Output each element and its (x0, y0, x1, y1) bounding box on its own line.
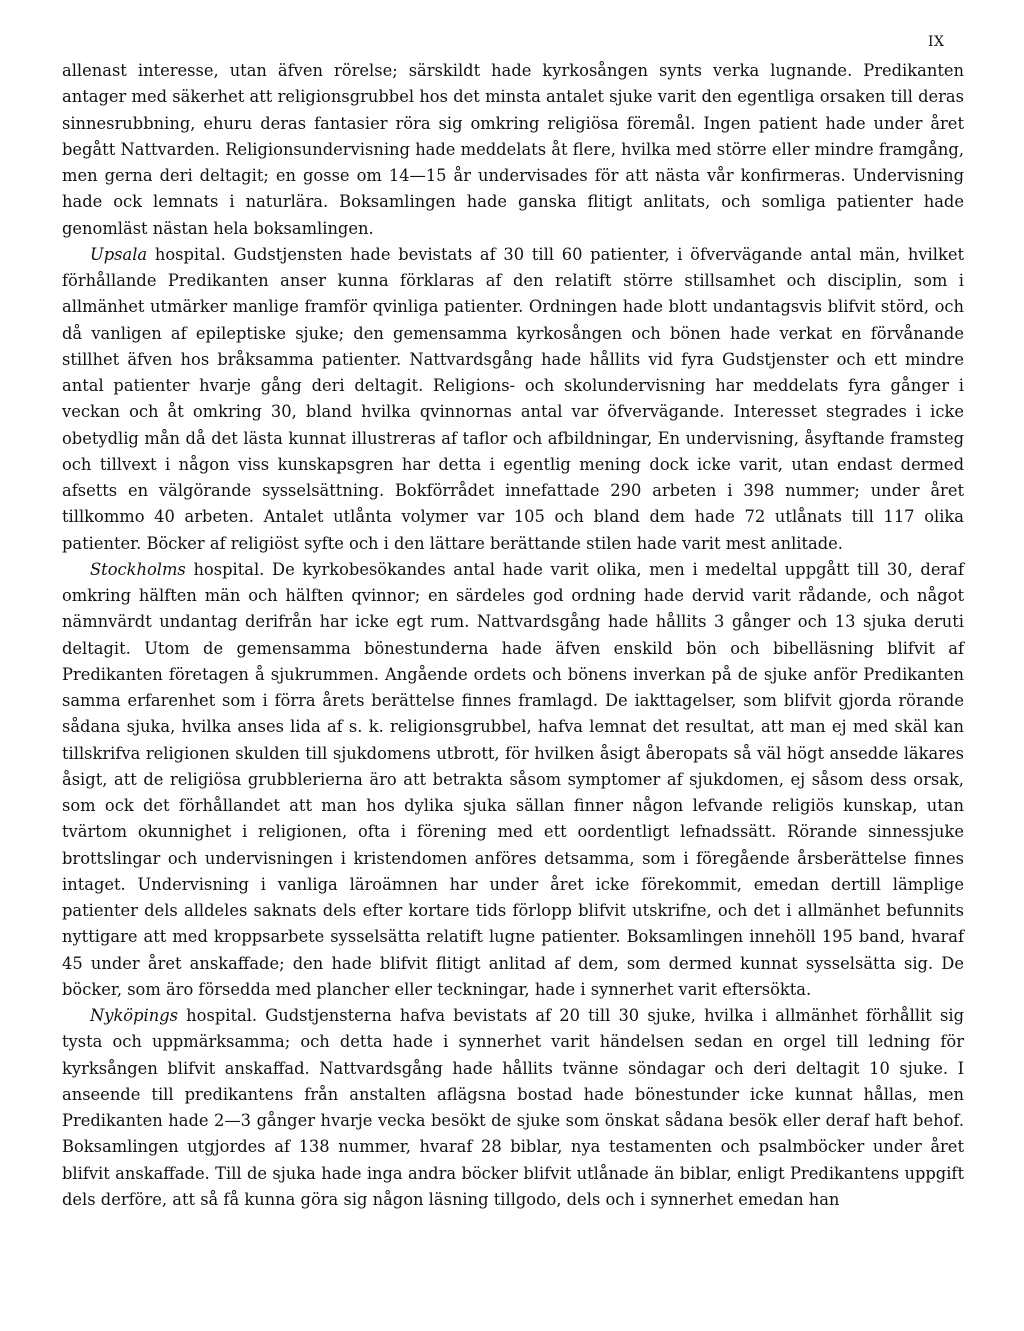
place-name: Stockholms (90, 559, 186, 579)
paragraph-continued (62, 58, 964, 242)
page-number: IX (928, 34, 945, 50)
body-text (62, 58, 964, 1213)
paragraph-upsala (62, 242, 964, 557)
paragraph-nykoping (62, 1003, 964, 1213)
paragraph-text: hospital. De kyrkobesökandes antal hade varit olika, men i medeltal uppgått till 30, deraf omkring hälften män och hälften qvinnor; en särdeles god ordning hade dervid varit rådande, och något nämnvärdt undantag derifrån har icke egt rum. Nattvardsgång hade hållits 3 gånger och 13 sjuka deruti deltagit. Utom de gemensamma bönestunderna hade äfven enskild bön och bibelläsning blifvit af Predikanten företagen å sjukrummen. Angående ordets och bönens inverkan på de sjuke anför Predikanten samma erfarenhet som i förra årets berättelse finnes framlagd. De iakttagelser, som blifvit gjorda rörande sådana sjuka, hvilka anses lida af s. k. religionsgrubbel, hafva lemnat det resultat, att man ej med skäl kan tillskrifva religionen skulden till sjukdomens utbrott, för hvilken åsigt åberopats så väl högt ansedde läkares åsigt, att de religiösa grubblerierna äro att betrakta såsom symptomer af sjukdomen, ej såsom dess orsak, som ock det förhållandet att man hos dylika sjuka sällan finner någon lefvande religiös kunskap, utan tvärtom okunnighet i religionen, ofta i förening med ett oordentligt lefnadssätt. Rörande sinnessjuke brottslingar och undervisningen i kristendomen anföres detsamma, som i föregående årsberättelse finnes intaget. Undervisning i vanliga läroämnen har under året icke förekommit, emedan dertill lämplige patienter dels alldeles saknats dels efter kortare tids förlopp blifvit utskrifne, och det i allmänhet befunnits nyttigare att med kroppsarbete sysselsätta relatift lugne patienter. Boksamlingen innehöll 195 band, hvaraf 45 under året anskaffade; den hade blifvit flitigt anlitad af dem, som dermed kunnat sysselsätta sig. De böcker, som äro försedda med plancher eller teckningar, hade i synnerhet varit eftersökta. (62, 559, 964, 999)
place-name: Upsala (90, 244, 148, 264)
paragraph-stockholm (62, 557, 964, 1003)
paragraph-text: hospital. Gudstjensterna hafva bevistats af 20 till 30 sjuke, hvilka i allmänhet förhållit sig tysta och uppmärksamma; och detta hade i synnerhet varit händelsen sedan en orgel till ledning för kyrksången blifvit anskaffad. Nattvardsgång hade hållits tvänne söndagar och deri deltagit 10 sjuke. I anseende till predikantens från anstalten aflägsna bostad hade bönestunder icke kunnat hållas, men Predikanten hade 2—3 gånger hvarje vecka besökt de sjuke som önskat sådana besök eller deraf haft behof. Boksamlingen utgjordes af 138 nummer, hvaraf 28 biblar, nya testamenten och psalmböcker under året blifvit anskaffade. Till de sjuka hade inga andra böcker blifvit utlånade än biblar, enligt Predikantens uppgift dels derföre, att så få kunna göra sig någon läsning tillgodo, dels och i synnerhet emedan han (62, 1006, 964, 1209)
place-name: Nyköpings (90, 1006, 179, 1025)
paragraph-text: hospital. Gudstjensten hade bevistats af 30 till 60 patienter, i öfvervägande antal män, hvilket förhållande Predikanten anser kunna förklaras af den relatift större stillsamhet och disciplin, som i allmänhet utmärker manlige framför qvinliga patienter. Ordningen hade blott undantagsvis blifvit störd, och då vanligen af epileptiske sjuke; den gemensamma kyrkosången och bönen hade verkat en förvånande stillhet äfven hos bråksamma patienter. Nattvardsgång hade hållits vid fyra Gudstjenster och ett mindre antal patienter hvarje gång deri deltagit. Religions- och skolundervisning har meddelats fyra gånger i veckan och åt omkring 30, bland hvilka qvinnornas antal var öfvervägande. Interesset stegrades i icke obetydlig mån då det lästa kunnat illustreras af taflor och afbildningar, En undervisning, åsyftande framsteg och tillvext i någon viss kunskapsgren har detta i egentlig mening dock icke varit, utan endast dermed afsetts en välgörande sysselsättning. Bokförrådet innefattade 290 arbeten i 398 nummer; under året tillkommo 40 arbeten. Antalet utlånta volymer var 105 och bland dem hade 72 utlånats till 117 olika patienter. Böcker af religiöst syfte och i den lättare berättande stilen hade varit mest anlitade. (62, 244, 964, 553)
paragraph-text: allenast interesse, utan äfven rörelse; särskildt hade kyrkosången synts verka lugnande. Predikanten antager med säkerhet att religionsgrubbel hos det minsta antalet sjuke varit den egentliga orsaken till deras sinnesrubbning, ehuru deras fantasier röra sig omkring religiösa föremål. Ingen patient hade under året begått Nattvarden. Religionsundervisning hade meddelats åt flere, hvilka med större eller mindre framgång, men gerna deri deltagit; en gosse om 14—15 år undervisades för att nästa vår konfirmeras. Undervisning hade ock lemnats i naturlära. Boksamlingen hade ganska flitigt anlitats, och somliga patienter hade genomläst nästan hela boksamlingen. (62, 61, 964, 238)
